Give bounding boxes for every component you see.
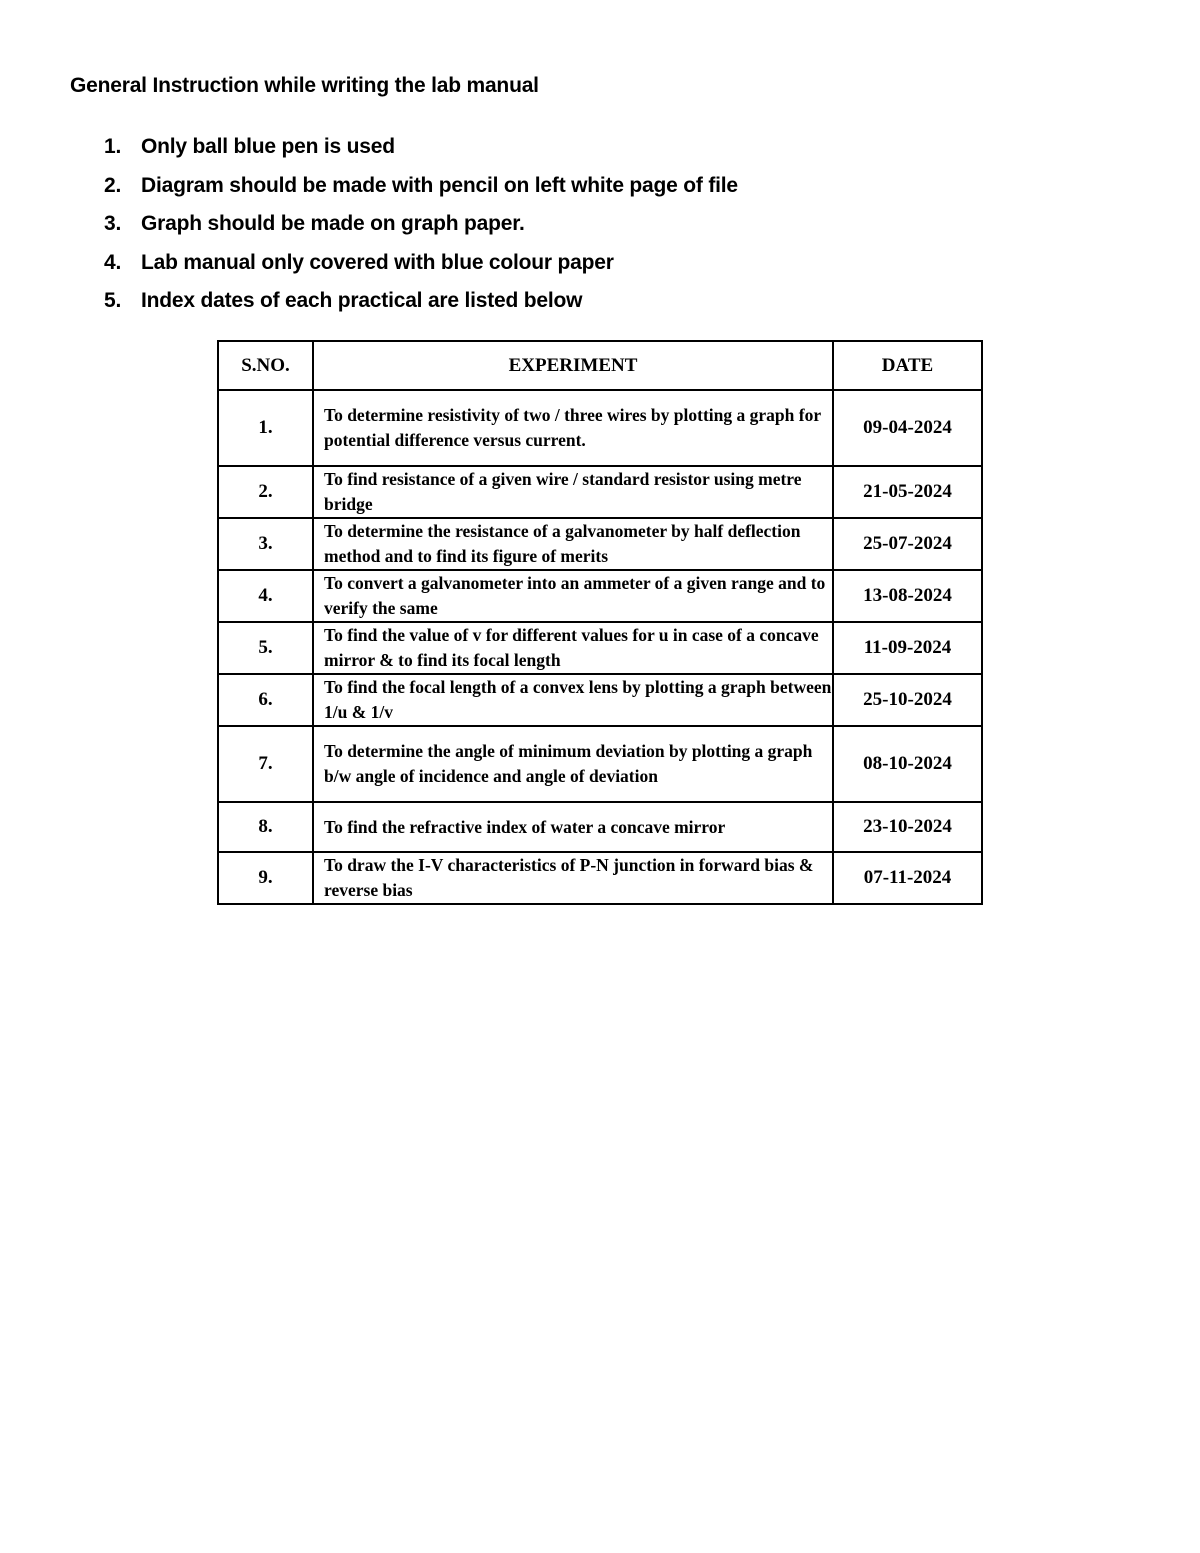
cell-experiment: To find resistance of a given wire / standard resistor using metre bridge [313,466,833,518]
table-header-row [218,341,982,390]
item-number: 2. [104,173,122,197]
table-row [218,466,982,518]
list-item [104,133,738,172]
cell-date: 21-05-2024 [833,466,982,518]
table-row [218,570,982,622]
list-item [104,249,738,288]
cell-sno: 5. [218,622,313,674]
cell-date: 07-11-2024 [833,852,982,904]
cell-date: 09-04-2024 [833,390,982,466]
cell-sno: 1. [218,390,313,466]
item-number: 5. [104,289,122,312]
item-number: 3. [104,212,122,235]
cell-sno: 7. [218,726,313,802]
list-item [104,210,738,249]
cell-experiment: To determine resistivity of two / three wires by plotting a graph for potential difference versus current. [313,390,833,466]
cell-sno: 8. [218,802,313,852]
cell-date: 25-07-2024 [833,518,982,570]
cell-date: 25-10-2024 [833,674,982,726]
cell-experiment: To find the value of v for different values for u in case of a concave mirror & to find its focal length [313,622,833,674]
cell-sno: 3. [218,518,313,570]
cell-sno: 2. [218,466,313,518]
item-text: Lab manual only covered with blue colour paper [141,250,614,274]
header-experiment: EXPERIMENT [313,341,833,390]
table-row [218,802,982,852]
cell-experiment: To determine the resistance of a galvanometer by half deflection method and to find its figure of merits [313,518,833,570]
cell-experiment: To draw the I-V characteristics of P-N junction in forward bias & reverse bias [313,852,833,904]
cell-date: 13-08-2024 [833,570,982,622]
cell-sno: 6. [218,674,313,726]
cell-date: 11-09-2024 [833,622,982,674]
experiment-index-table [217,340,983,905]
cell-experiment: To convert a galvanometer into an ammeter of a given range and to verify the same [313,570,833,622]
header-date: DATE [833,341,982,390]
cell-date: 08-10-2024 [833,726,982,802]
item-text: Index dates of each practical are listed below [141,289,583,312]
cell-date: 23-10-2024 [833,802,982,852]
item-text: Diagram should be made with pencil on left white page of file [141,173,738,197]
table-row [218,852,982,904]
cell-experiment: To determine the angle of minimum deviation by plotting a graph b/w angle of incidence and angle of deviation [313,726,833,802]
table-row [218,622,982,674]
item-number: 1. [104,135,122,158]
list-item [104,287,738,326]
table-row [218,674,982,726]
header-sno: S.NO. [218,341,313,390]
cell-sno: 4. [218,570,313,622]
cell-sno: 9. [218,852,313,904]
item-text: Only ball blue pen is used [141,135,395,158]
table-row [218,518,982,570]
item-text: Graph should be made on graph paper. [141,212,525,235]
list-item [104,172,738,211]
item-number: 4. [104,250,122,274]
cell-experiment: To find the refractive index of water a concave mirror [313,802,833,852]
table-row [218,726,982,802]
instruction-list [104,133,738,326]
cell-experiment: To find the focal length of a convex lens by plotting a graph between 1/u & 1/v [313,674,833,726]
page-title: General Instruction while writing the lab manual [70,74,539,97]
table-row [218,390,982,466]
